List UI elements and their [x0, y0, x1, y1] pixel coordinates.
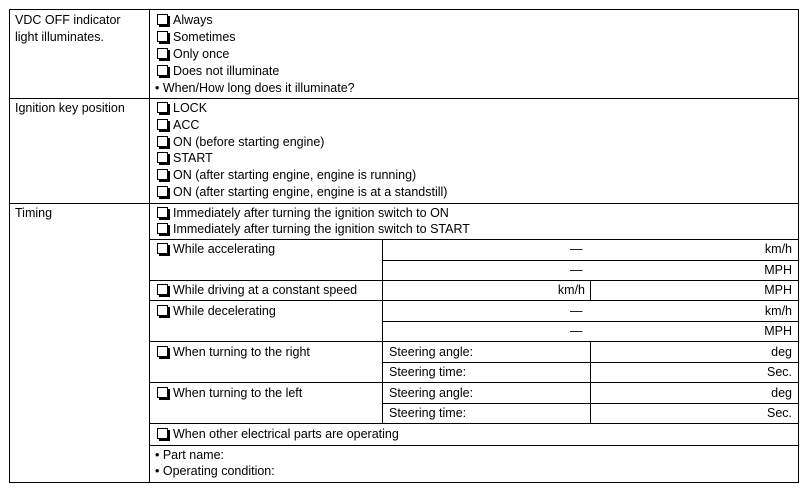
- vdc-option-sometimes[interactable]: Sometimes: [157, 29, 236, 46]
- grid-line: [149, 239, 799, 240]
- grid-line: [149, 423, 799, 424]
- timing-option-accelerating[interactable]: While accelerating: [157, 241, 275, 258]
- constant-mph-unit: MPH: [764, 283, 792, 297]
- grid-line: [149, 445, 799, 446]
- checkbox-icon[interactable]: [157, 136, 168, 147]
- checkbox-icon[interactable]: [157, 102, 168, 113]
- vdc-option-does-not-illuminate[interactable]: Does not illuminate: [157, 63, 279, 80]
- ignition-option-on-running[interactable]: ON (after starting engine, engine is running): [157, 167, 416, 184]
- checkbox-icon[interactable]: [157, 284, 168, 295]
- timing-option-ign-on[interactable]: Immediately after turning the ignition switch to ON: [157, 205, 449, 222]
- timing-option-constant-speed[interactable]: While driving at a constant speed: [157, 282, 357, 299]
- checkbox-icon[interactable]: [157, 169, 168, 180]
- checkbox-icon[interactable]: [157, 31, 168, 42]
- checkbox-icon[interactable]: [157, 186, 168, 197]
- grid-line: [590, 280, 591, 300]
- decelerating-kmh-unit: km/h: [764, 304, 792, 318]
- turn-right-time-unit: Sec.: [766, 365, 792, 379]
- checkbox-icon[interactable]: [157, 223, 168, 234]
- checkbox-icon[interactable]: [157, 387, 168, 398]
- form-bottom-border: [9, 482, 799, 483]
- checkbox-icon[interactable]: [157, 48, 168, 59]
- turn-right-time-label: Steering time:: [389, 365, 467, 379]
- operating-condition-label: • Operating condition:: [155, 464, 275, 478]
- vdc-note: • When/How long does it illuminate?: [155, 81, 355, 95]
- grid-line: [382, 321, 799, 322]
- timing-section-label: Timing: [15, 206, 53, 220]
- turn-left-angle-label: Steering angle:: [389, 386, 474, 400]
- vdc-option-only-once[interactable]: Only once: [157, 46, 229, 63]
- timing-option-electrical[interactable]: When other electrical parts are operating: [157, 426, 399, 443]
- accelerating-mph-dash: —: [570, 263, 583, 277]
- checkbox-icon[interactable]: [157, 428, 168, 439]
- section-divider: [9, 98, 799, 99]
- checkbox-icon[interactable]: [157, 305, 168, 316]
- turn-right-angle-unit: deg: [771, 345, 792, 359]
- turn-right-angle-label: Steering angle:: [389, 345, 474, 359]
- accelerating-kmh-dash: —: [570, 242, 583, 256]
- ignition-section-label: Ignition key position: [15, 101, 125, 115]
- grid-line: [590, 341, 591, 423]
- grid-line: [149, 341, 799, 342]
- decelerating-mph-unit: MPH: [764, 324, 792, 338]
- checkbox-icon[interactable]: [157, 119, 168, 130]
- constant-kmh-unit: km/h: [557, 283, 585, 297]
- grid-line: [149, 300, 799, 301]
- checkbox-icon[interactable]: [157, 346, 168, 357]
- checkbox-icon[interactable]: [157, 152, 168, 163]
- checkbox-icon[interactable]: [157, 65, 168, 76]
- accelerating-mph-unit: MPH: [764, 263, 792, 277]
- form-top-border: [9, 9, 799, 10]
- decelerating-kmh-dash: —: [570, 304, 583, 318]
- form-left-border: [9, 9, 10, 483]
- checkbox-icon[interactable]: [157, 207, 168, 218]
- section-divider: [9, 203, 799, 204]
- grid-line: [149, 280, 799, 281]
- accelerating-kmh-unit: km/h: [764, 242, 792, 256]
- grid-line: [382, 260, 799, 261]
- decelerating-mph-dash: —: [570, 324, 583, 338]
- label-column-divider: [149, 9, 150, 483]
- checkbox-icon[interactable]: [157, 243, 168, 254]
- timing-option-decelerating[interactable]: While decelerating: [157, 303, 276, 320]
- timing-option-ign-start[interactable]: Immediately after turning the ignition switch to START: [157, 221, 470, 238]
- form-right-border: [798, 9, 799, 483]
- turn-left-angle-unit: deg: [771, 386, 792, 400]
- checkbox-icon[interactable]: [157, 14, 168, 25]
- vdc-option-always[interactable]: Always: [157, 12, 213, 29]
- timing-option-turn-right[interactable]: When turning to the right: [157, 344, 310, 361]
- grid-line: [382, 239, 383, 423]
- timing-option-turn-left[interactable]: When turning to the left: [157, 385, 302, 402]
- ignition-option-start[interactable]: START: [157, 150, 213, 167]
- ignition-option-on-standstill[interactable]: ON (after starting engine, engine is at a standstill): [157, 184, 447, 201]
- ignition-option-lock[interactable]: LOCK: [157, 100, 207, 117]
- ignition-option-acc[interactable]: ACC: [157, 117, 199, 134]
- vdc-section-label: VDC OFF indicator light illuminates.: [15, 13, 121, 44]
- part-name-label: • Part name:: [155, 448, 224, 462]
- turn-left-time-unit: Sec.: [766, 406, 792, 420]
- ignition-option-on-before[interactable]: ON (before starting engine): [157, 134, 324, 151]
- grid-line: [149, 382, 799, 383]
- turn-left-time-label: Steering time:: [389, 406, 467, 420]
